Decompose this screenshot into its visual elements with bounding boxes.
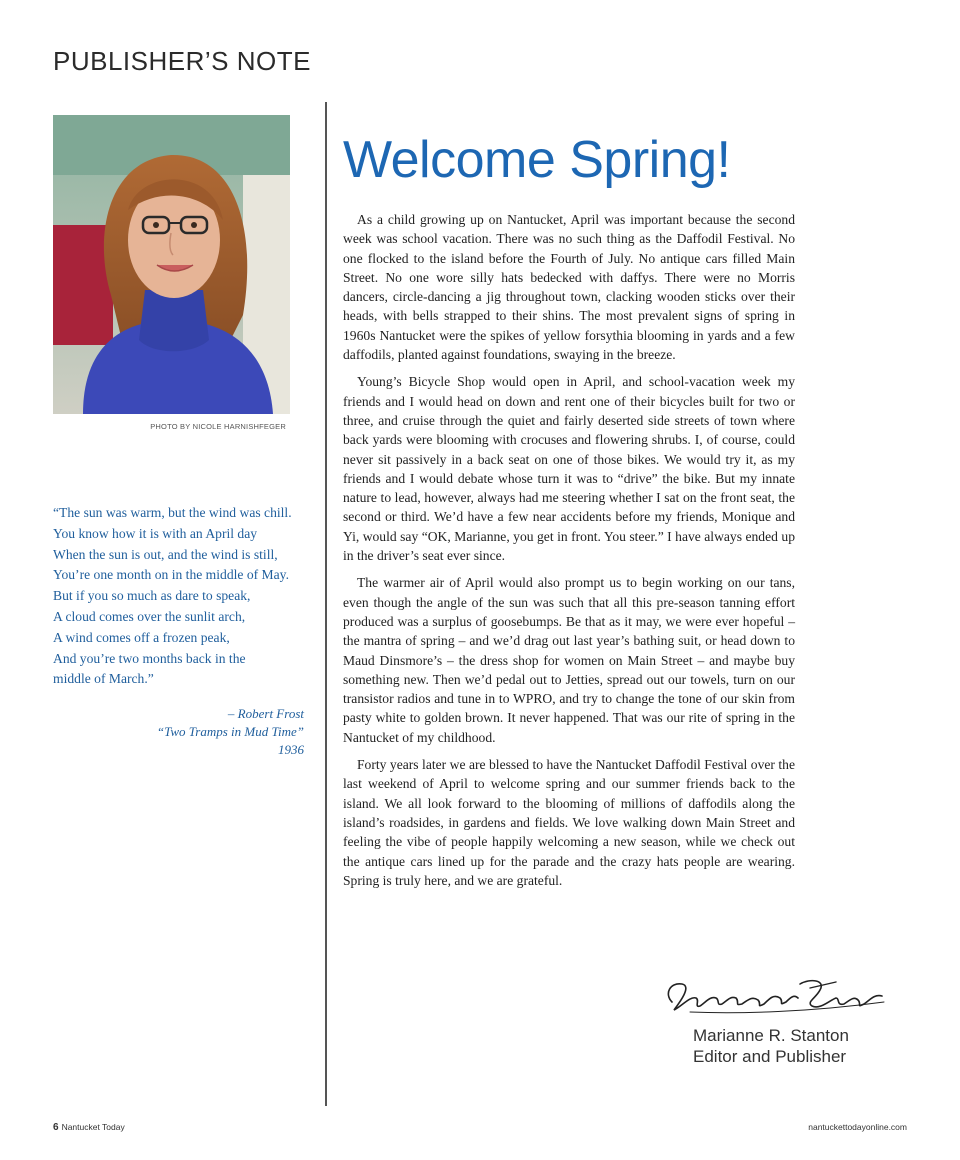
poem-line: A cloud comes over the sunlit arch, xyxy=(53,608,246,624)
poem-work: “Two Tramps in Mud Time” xyxy=(156,724,304,739)
poem-line: When the sun is out, and the wind is still, xyxy=(53,546,278,562)
footer-website: nantuckettodayonline.com xyxy=(808,1122,907,1132)
publisher-photo xyxy=(53,115,290,414)
section-label: PUBLISHER’S NOTE xyxy=(53,46,311,76)
poem-line: And you’re two months back in the xyxy=(53,650,246,666)
publication-name: Nantucket Today xyxy=(61,1122,125,1132)
page-number: 6 xyxy=(53,1122,59,1133)
photo-credit: PHOTO BY NICOLE HARNISHFEGER xyxy=(150,422,286,431)
poem-line: You know how it is with an April day xyxy=(53,525,258,541)
body-paragraph: Young’s Bicycle Shop would open in April, and school-vacation week my friends and I would head on down and rent one of their bicycles built for two or three, and cruise through the quiet and fairly deserted side streets of town where back yards were blooming with crocuses and flowering shrubs. I, of course, could never sit passively in a back seat on one of those bikes. We would try it, as my friends and I would debate whose turn it was to “drive” the bike. But my innate nature to lead, however, always had me steering whether I sat on the front seat, the second or third. We’d have a few near accidents before my friends, Monique and Yi, would say “OK, Marianne, you get in front. You steer.” I have always ended up in the driver’s seat ever since. xyxy=(343,374,795,564)
poem-author: – Robert Frost xyxy=(227,706,304,721)
body-paragraph: The warmer air of April would also prompt us to begin working on our tans, even though the angle of the sun was such that all this pre-season tanning effort produced was a surplus of goosebumps. Be that as it may, we were ever hopeful – the mantra of spring – and we’d drag out last year’s bathing suit, or head down to Maud Dinsmore’s – the dress shop for women on Main Street – and maybe buy something new. Then we’d pedal out to Jetties, spread out our towels, turn on our transistor radios and tune in to WPRO, and try to change the tone of our skin from pasty white to golden brown. It never happened. That was our rite of spring in the Nantucket of my childhood. xyxy=(343,575,795,745)
poem-attribution xyxy=(53,705,304,759)
signature-title: Editor and Publisher xyxy=(693,1047,847,1066)
footer-left xyxy=(53,1122,125,1133)
body-paragraph: Forty years later we are blessed to have the Nantucket Daffodil Festival over the last weekend of April to welcome spring and our summer friends back to the island. We all look forward to the blooming of millions of daffodils along the island’s roadsides, in gardens and fields. We love walking down Main Street and feeling the vibe of people happily welcoming a new season, while we check out the antique cars lined up for the parade and the crazy hats people are wearing. Spring is truly here, and we are grateful. xyxy=(343,757,795,888)
article-body xyxy=(343,210,795,898)
poem-line: But if you so much as dare to speak, xyxy=(53,588,251,604)
headline: Welcome Spring! xyxy=(343,131,731,189)
poem-year: 1936 xyxy=(278,742,304,757)
body-paragraph: As a child growing up on Nantucket, April was important because the second week was school vacation. There was no such thing as the Daffodil Festival. No one flocked to the island before the Fourth of July. No antique cars filled Main Street. No one wore silly hats bedecked with daffys. There were no Morris dancers, circle-dancing a jig throughout town, clacking wooden sticks over their heads, with bells strapped to their shins. The most prevalent signs of spring in 1960s Nantucket were the spikes of yellow forsythia blooming in yards and a few daffodils, planted against foundations, swaying in the breeze. xyxy=(343,212,795,363)
column-divider xyxy=(325,102,327,1106)
poem-line: middle of March.” xyxy=(53,671,154,687)
handwritten-signature xyxy=(660,972,890,1020)
poem-line: You’re one month on in the middle of May. xyxy=(53,567,289,583)
signature-name: Marianne R. Stanton xyxy=(693,1026,849,1045)
poem-line: “The sun was warm, but the wind was chill. xyxy=(53,505,292,520)
poem-quote xyxy=(53,503,313,690)
poem-line: A wind comes off a frozen peak, xyxy=(53,629,230,645)
signature-block xyxy=(693,1025,849,1067)
